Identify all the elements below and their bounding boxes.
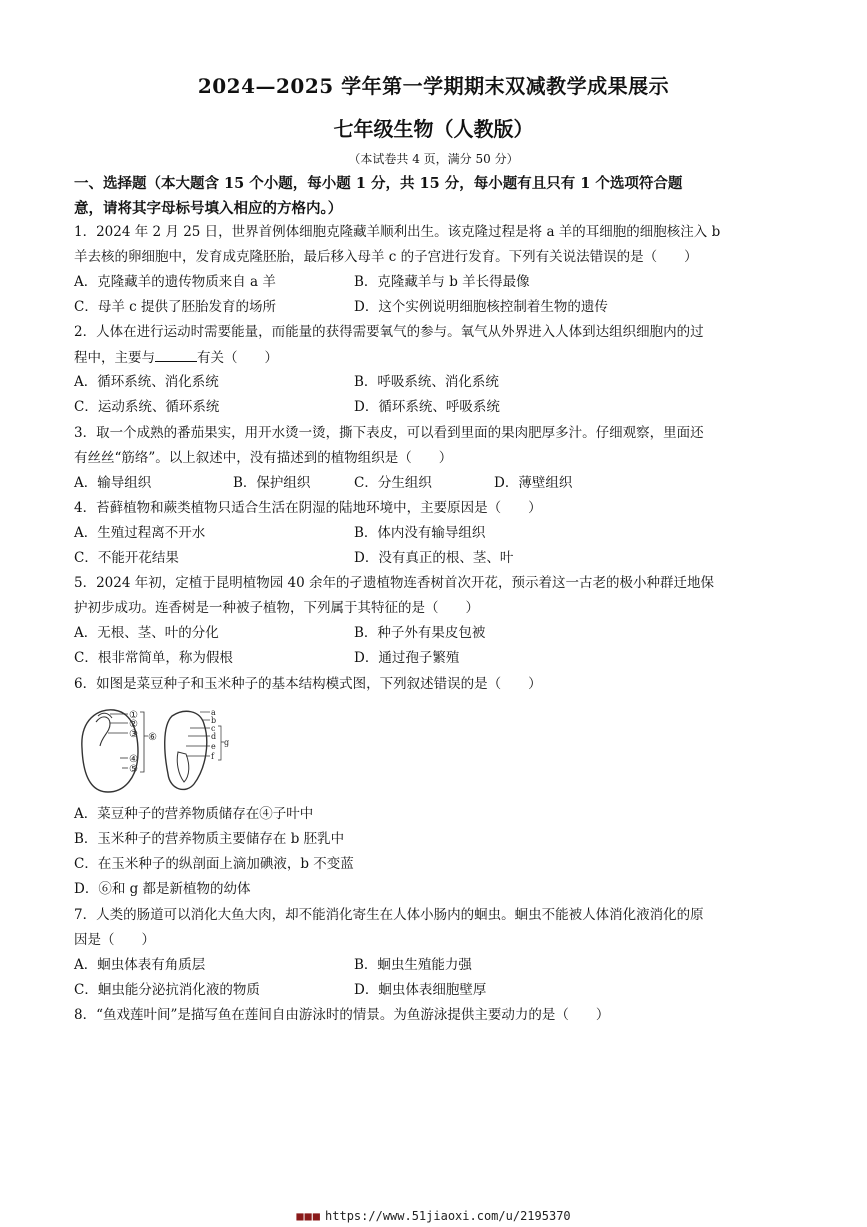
question-7-option-c: C．蛔虫能分泌抗消化液的物质: [74, 982, 260, 998]
exam-note: （本试卷共 4 页，满分 50 分）: [348, 152, 519, 166]
question-5-text-line2: 护初步成功。连香树是一种被子植物，下列属于其特征的是（ ）: [74, 600, 479, 616]
bean-label-1: ①: [129, 710, 138, 721]
bean-label-2: ②: [129, 719, 138, 730]
question-7-text-line2: 因是（ ）: [74, 932, 155, 948]
question-6-text-line1: 6．如图是菜豆种子和玉米种子的基本结构模式图，下列叙述错误的是（ ）: [74, 676, 542, 692]
bean-label-6: ⑥: [148, 732, 157, 743]
section-heading-line1: 一、选择题（本大题含 15 个小题，每小题 1 分，共 15 分，每小题有且只有 1 个选项符合题: [74, 175, 683, 192]
corn-embryo-shape: [177, 752, 189, 782]
footer-url-link[interactable]: https://www.51jiaoxi.com/u/2195370: [325, 1209, 571, 1223]
bean-embryo-shape: [96, 717, 110, 746]
corn-label-a: a: [211, 708, 216, 717]
question-3-text-line2: 有丝丝“筋络”。以上叙述中，没有描述到的植物组织是（ ）: [74, 450, 453, 466]
section-heading: [74, 171, 734, 221]
question-1-option-b: B．克隆藏羊与 b 羊长得最像: [354, 274, 530, 290]
question-6-option-a: A．菜豆种子的营养物质储存在④子叶中: [74, 806, 314, 822]
question-2-text-post: 有关（ ）: [197, 350, 278, 366]
question-3-option-c: C．分生组织: [354, 475, 432, 491]
question-7-option-a: A．蛔虫体表有角质层: [74, 957, 206, 973]
question-2-text-line1: 2．人体在进行运动时需要能量，而能量的获得需要氧气的参与。氧气从外界进入人体到达组织细胞内的过: [74, 324, 704, 340]
section-heading-line2: 意，请将其字母标号填入相应的方格内。）: [74, 200, 343, 217]
bean-label-3: ③: [129, 729, 138, 740]
corn-label-f: f: [211, 752, 214, 761]
question-8-text-line1: 8．“鱼戏莲叶间”是描写鱼在莲间自由游泳时的情景。为鱼游泳提供主要动力的是（ ）: [74, 1007, 610, 1023]
question-4-option-c: C．不能开花结果: [74, 550, 179, 566]
corn-label-b: b: [211, 716, 217, 725]
question-5-text-line1: 5．2024 年初，定植于昆明植物园 40 余年的孑遗植物连香树首次开花，预示着这一古老的极小种群迁地保: [74, 575, 714, 591]
question-2-option-d: D．循环系统、呼吸系统: [354, 399, 500, 415]
question-2-option-c: C．运动系统、循环系统: [74, 399, 220, 415]
question-7-option-b: B．蛔虫生殖能力强: [354, 957, 472, 973]
question-6-option-d: D．⑥和 g 都是新植物的幼体: [74, 881, 251, 897]
question-1-option-c: C．母羊 c 提供了胚胎发育的场所: [74, 299, 276, 315]
exam-title: 2024—2025 学年第一学期期末双减教学成果展示: [197, 74, 670, 98]
question-1-text-line1: 1．2024 年 2 月 25 日，世界首例体细胞克隆藏羊顺利出生。该克隆过程是将 a 羊的耳细胞的细胞核注入 b: [74, 224, 721, 240]
bean-label-4: ④: [129, 754, 138, 765]
corn-label-c: c: [211, 724, 216, 733]
question-7-text-line1: 7．人类的肠道可以消化大鱼大肉，却不能消化寄生在人体小肠内的蛔虫。蛔虫不能被人体消化液消化的原: [74, 907, 704, 923]
corn-label-d: d: [211, 732, 217, 741]
footer-logo: ■■■: [296, 1209, 322, 1223]
question-3-option-b: B．保护组织: [233, 475, 311, 491]
question-3-option-a: A．输导组织: [74, 475, 152, 491]
question-4-option-b: B．体内没有输导组织: [354, 525, 486, 541]
question-2-option-a: A．循环系统、消化系统: [74, 374, 219, 390]
exam-subtitle: 七年级生物（人教版）: [333, 117, 534, 141]
question-5-option-c: C．根非常简单，称为假根: [74, 650, 233, 666]
question-3-text-line1: 3．取一个成熟的番茄果实，用开水烫一烫，撕下表皮，可以看到里面的果肉肥厚多汁。仔细观察，里面还: [74, 425, 704, 441]
question-4-text-line1: 4．苔藓植物和蕨类植物只适合生活在阴湿的陆地环境中，主要原因是（ ）: [74, 500, 542, 516]
question-2-text-pre: 程中，主要与: [74, 350, 155, 366]
question-3-option-d: D．薄壁组织: [494, 475, 573, 491]
question-5-option-d: D．通过孢子繁殖: [354, 650, 460, 666]
question-4-option-a: A．生殖过程离不开水: [74, 525, 206, 541]
question-2-option-b: B．呼吸系统、消化系统: [354, 374, 499, 390]
question-6-option-b: B．玉米种子的营养物质主要储存在 b 胚乳中: [74, 831, 345, 847]
seed-structure-figure: [72, 702, 232, 794]
question-5-option-a: A．无根、茎、叶的分化: [74, 625, 219, 641]
answer-blank: [155, 347, 197, 362]
question-5-option-b: B．种子外有果皮包被: [354, 625, 486, 641]
question-7-option-d: D．蛔虫体表细胞壁厚: [354, 982, 487, 998]
bean-label-5: ⑤: [129, 764, 138, 775]
corn-seed-outline: [165, 711, 207, 789]
bean-bracket: [140, 712, 148, 772]
question-1-option-a: A．克隆藏羊的遗传物质来自 a 羊: [74, 274, 276, 290]
corn-label-e: e: [211, 742, 216, 751]
corn-label-g: g: [224, 738, 230, 747]
question-1-text-line2: 羊去核的卵细胞中，发育成克隆胚胎，最后移入母羊 c 的子宫进行发育。下列有关说法错误的是（ ）: [74, 249, 698, 265]
question-1-option-d: D．这个实例说明细胞核控制着生物的遗传: [354, 299, 608, 315]
page-footer: [0, 1209, 867, 1223]
question-4-option-d: D．没有真正的根、茎、叶: [354, 550, 514, 566]
question-2-text-line2: [74, 347, 734, 368]
question-6-option-c: C．在玉米种子的纵剖面上滴加碘液，b 不变蓝: [74, 856, 354, 872]
